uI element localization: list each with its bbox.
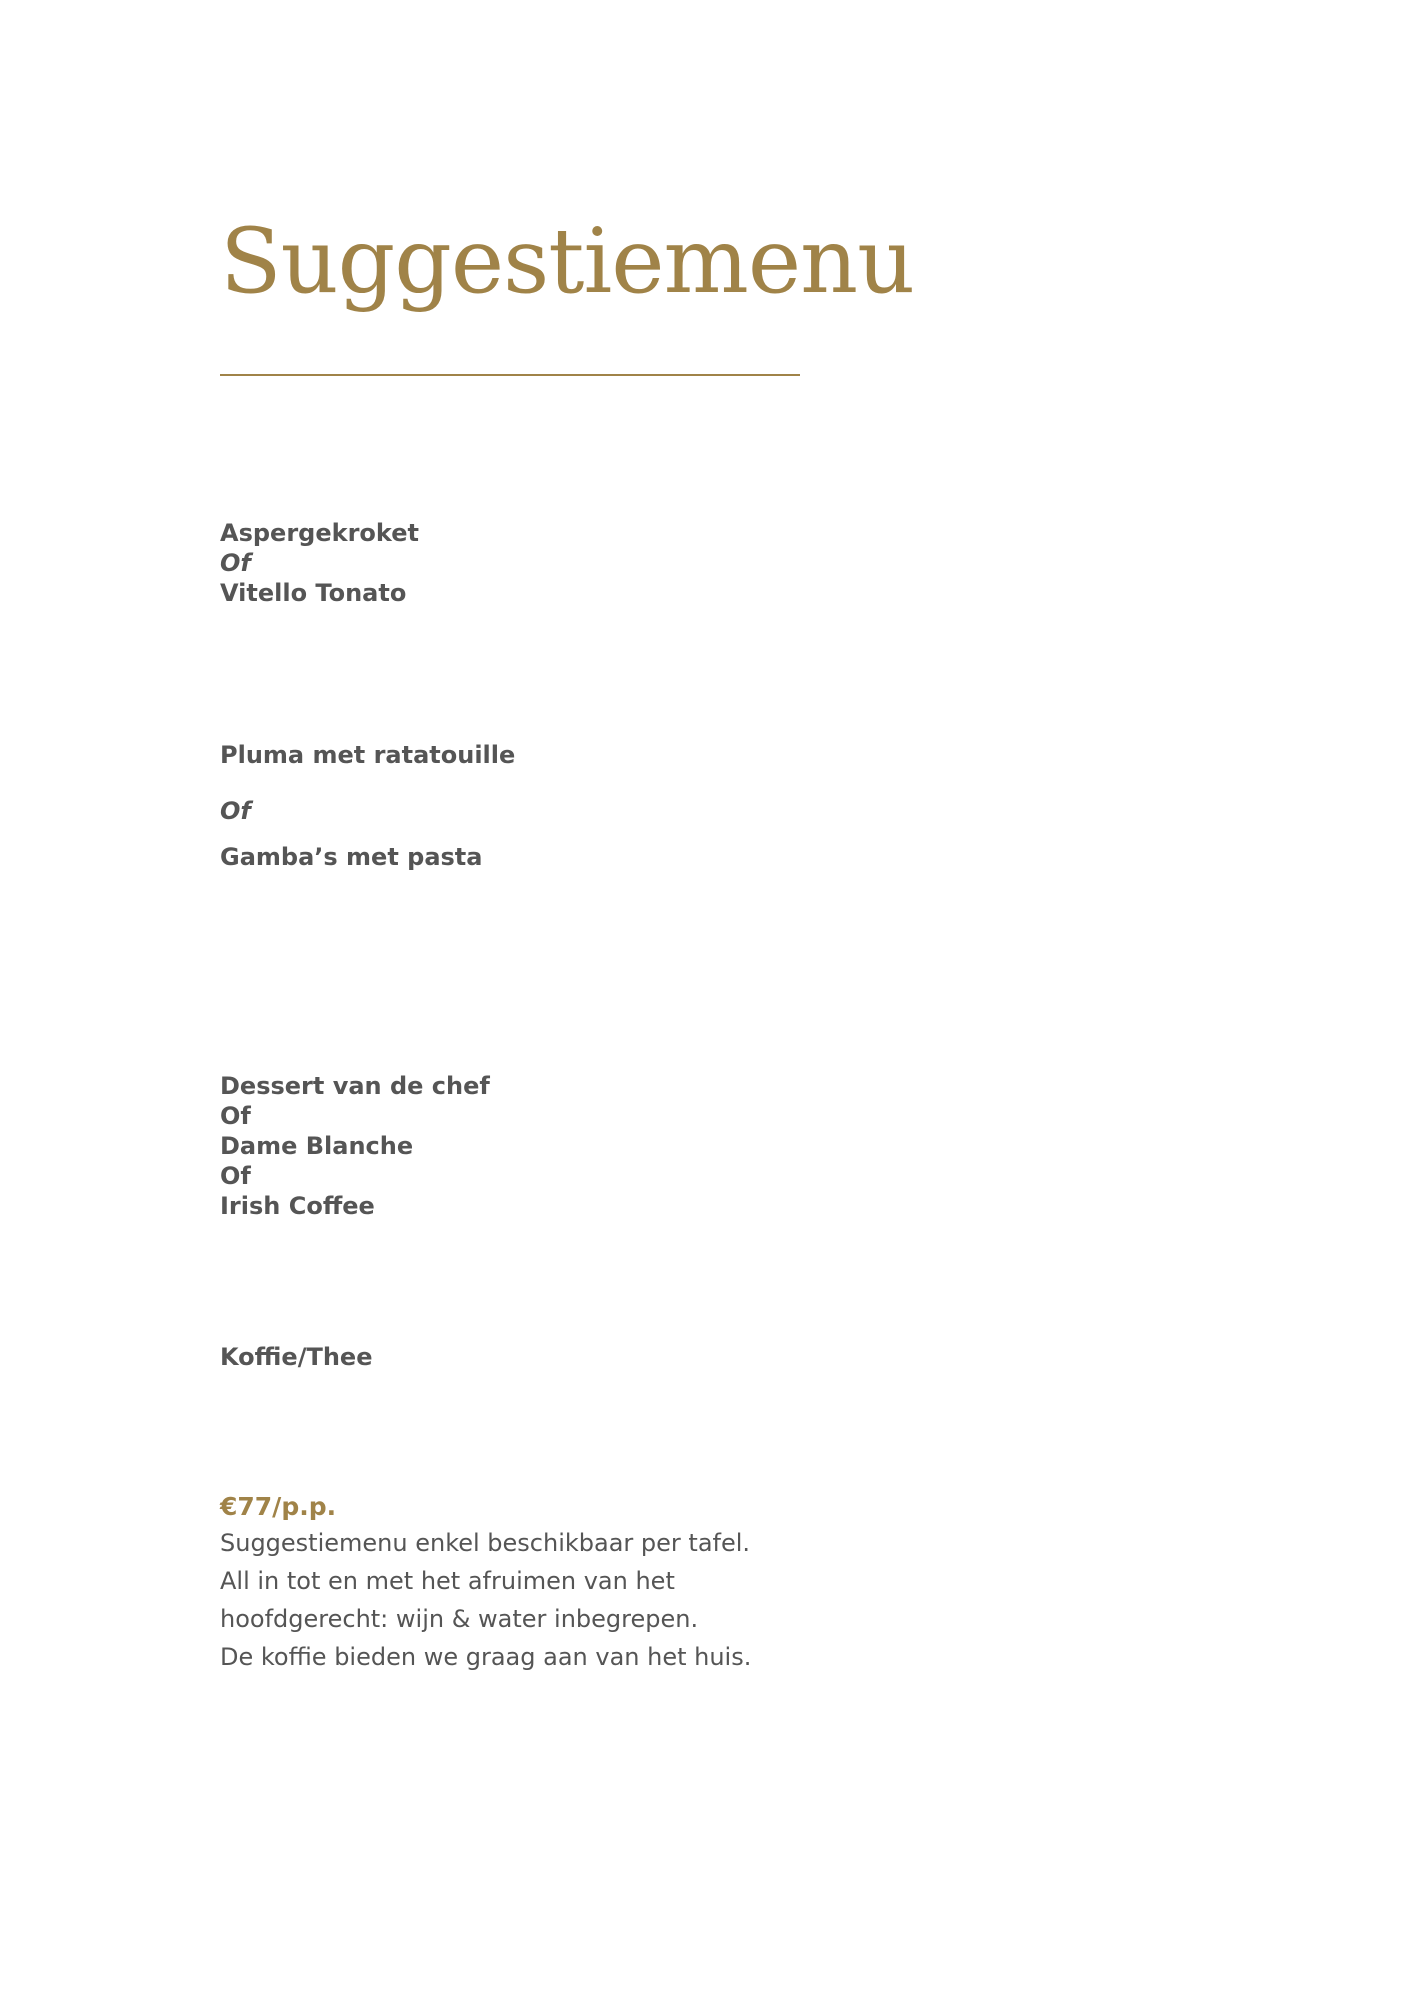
- note-line: De koffie bieden we graag aan van het huis.: [220, 1643, 752, 1671]
- main-option-1: Pluma met ratatouille: [220, 741, 516, 769]
- starter-option-2: Vitello Tonato: [220, 579, 407, 607]
- dessert-or-separator-1: Of: [220, 1102, 251, 1130]
- dessert-option-1: Dessert van de chef: [220, 1072, 490, 1100]
- dessert-option-2: Dame Blanche: [220, 1132, 414, 1160]
- page-title: Suggestiemenu: [220, 209, 915, 314]
- main-or-separator: Of: [220, 797, 251, 825]
- dessert-option-3: Irish Coffee: [220, 1192, 375, 1220]
- starter-option-1: Aspergekroket: [220, 519, 419, 547]
- note-line: Suggestiemenu enkel beschikbaar per tafel.: [220, 1529, 751, 1557]
- note-line: All in tot en met het afruimen van het: [220, 1567, 675, 1595]
- main-option-2: Gamba’s met pasta: [220, 843, 483, 871]
- coffee-tea: Koffie/Thee: [220, 1343, 373, 1371]
- note-line: hoofdgerecht: wijn & water inbegrepen.: [220, 1605, 699, 1633]
- title-divider: [220, 374, 800, 376]
- price: €77/p.p.: [220, 1492, 337, 1521]
- starter-or-separator: Of: [220, 549, 251, 577]
- dessert-or-separator-2: Of: [220, 1162, 251, 1190]
